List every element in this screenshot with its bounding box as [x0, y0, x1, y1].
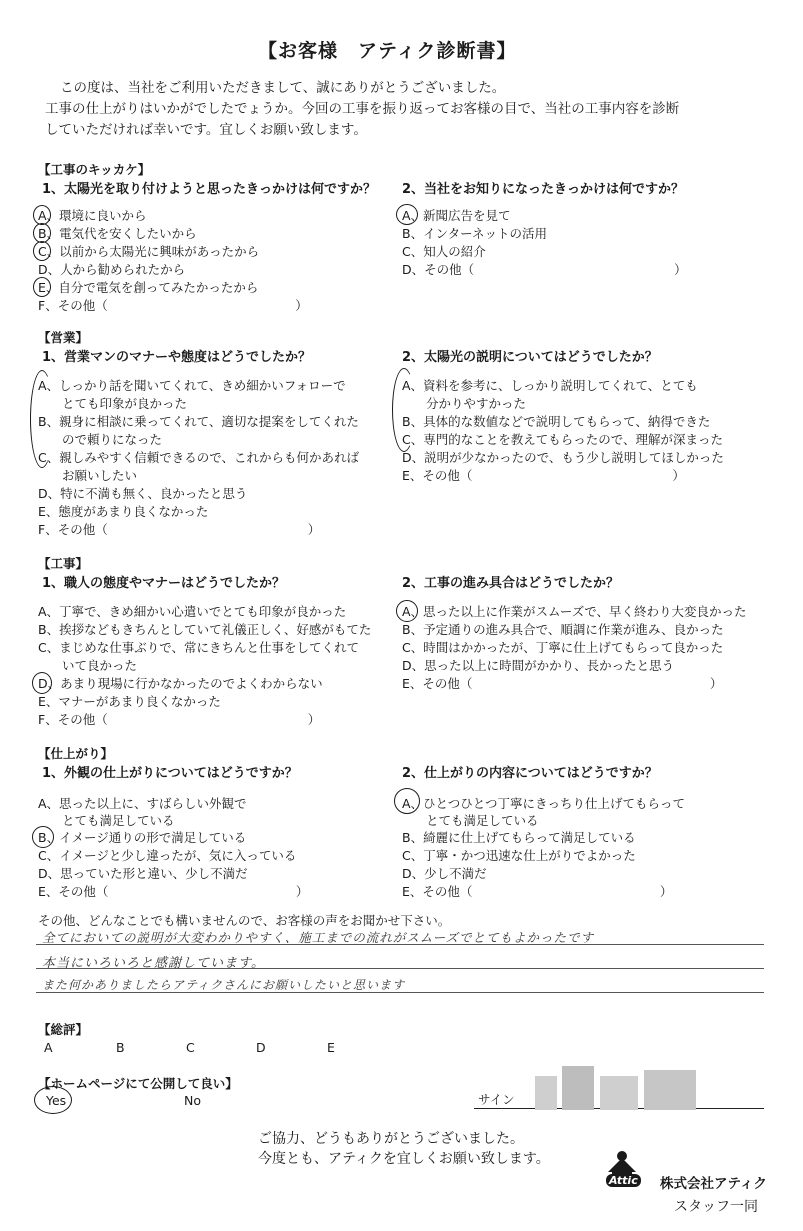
question-s4-q2: 2、仕上がりの内容についてはどうですか？ [402, 766, 658, 781]
signature-redaction [600, 1076, 638, 1110]
question-s1-q2: 2、当社をお知りになったきっかけは何ですか？ [402, 182, 685, 197]
section-header-eigyo: 【営業】 [38, 330, 89, 345]
intro-line: この度は、当社をご利用いただきまして、誠にありがとうございました。 [60, 80, 506, 96]
option: B、具体的な数値などで説明してもらって、納得できた [402, 414, 711, 429]
section-header-koji: 【工事】 [38, 556, 89, 571]
question-s3-q1: 1、職人の態度やマナーはどうでしたか？ [42, 576, 286, 591]
publish-header: 【ホームページにて公開して良い】 [38, 1076, 238, 1091]
circle-mark [33, 205, 51, 225]
company-logo [600, 1148, 660, 1190]
question-s2-q2: 2、太陽光の説明についてはどうでしたか？ [402, 350, 658, 365]
grade-e: E [327, 1040, 335, 1055]
bracket-mark [392, 368, 416, 452]
sign-label: サイン [478, 1092, 515, 1107]
option: D、説明が少なかったので、もう少し説明してほしかった [402, 450, 724, 465]
option: A、新聞広告を見て [402, 208, 511, 223]
option: D、少し不満だ [402, 866, 487, 881]
option: C、イメージと少し違ったが、気に入っている [38, 848, 297, 863]
signature-redaction [535, 1076, 557, 1110]
option: C、親しみやすく信頼できるので、これからも何かあれば [38, 450, 359, 465]
option: C、まじめな仕事ぶりで、常にきちんと仕事をしてくれて [38, 640, 359, 655]
option: E、態度があまり良くなかった [38, 504, 209, 519]
option: B、挨拶などもきちんとしていて礼儀正しく、好感がもてた [38, 622, 372, 637]
option: A、資料を参考に、しっかり説明してくれて、とても [402, 378, 698, 393]
question-s1-q1: 1、太陽光を取り付けようと思ったきっかけは何ですか？ [42, 182, 377, 197]
option: A、思った以上に、すばらしい外観で [38, 796, 247, 811]
option: D、特に不満も無く、良かったと思う [38, 486, 248, 501]
page-title: 【お客様 アティク診断書】 [258, 40, 517, 62]
option: D、人から勧められたから [38, 262, 186, 277]
option: B、電気代を安くしたいから [38, 226, 197, 241]
question-s3-q2: 2、工事の進み具合はどうでしたか？ [402, 576, 620, 591]
option: お願いしたい [62, 468, 138, 483]
intro-line: 工事の仕上がりはいかがでしたでょうか。今回の工事を振り返ってお客様の目で、当社の工事内容を診断 [45, 101, 680, 117]
option: E、その他（ ） [402, 468, 685, 483]
option: D、思った以上に時間がかかり、長かったと思う [402, 658, 675, 673]
option: いて良かった [62, 658, 138, 673]
question-s4-q1: 1、外観の仕上がりについてはどうですか？ [42, 766, 298, 781]
circle-mark [33, 241, 51, 261]
handwritten-comment: 本当にいろいろと感謝しています。 [42, 956, 265, 971]
option: A、しっかり話を聞いてくれて、きめ細かいフォローで [38, 378, 346, 393]
handwritten-comment: 全てにおいての説明が大変わかりやすく、施工までの流れがスムーズでとてもよかったです [42, 930, 595, 945]
circle-mark [34, 1086, 72, 1114]
option: とても満足している [62, 813, 175, 828]
staff-text: スタッフ一同 [674, 1199, 758, 1215]
signature-redaction [644, 1070, 696, 1110]
option: A、思った以上に作業がスムーズで、早く終わり大変良かった [402, 604, 747, 619]
closing-text: 今度とも、アティクを宜しくお願い致します。 [258, 1151, 550, 1167]
option: E、その他（ ） [402, 884, 673, 899]
option: A、環境に良いから [38, 208, 147, 223]
circle-mark [32, 672, 52, 694]
thanks-text: ご協力、どうもありがとうございました。 [258, 1131, 524, 1147]
option: E、その他（ ） [402, 676, 723, 691]
option: とても印象が良かった [62, 396, 188, 411]
option: C、知人の紹介 [402, 244, 486, 259]
section-header-shiagari: 【仕上がり】 [38, 746, 114, 761]
option: A、丁寧で、きめ細かい心遣いでとても印象が良かった [38, 604, 347, 619]
company-name: 株式会社アティク [660, 1176, 767, 1192]
option: B、予定通りの進み具合で、順調に作業が進み、良かった [402, 622, 724, 637]
option: C、専門的なことを教えてもらったので、理解が深まった [402, 432, 723, 447]
option: A、ひとつひとつ丁寧にきっちり仕上げてもらって [402, 796, 686, 811]
circle-mark [32, 826, 54, 848]
option: D、思っていた形と違い、少し不満だ [38, 866, 248, 881]
grade-a: A [44, 1040, 53, 1055]
section-header-kikkake: 【工事のキッカケ】 [38, 162, 151, 177]
option: とても満足している [426, 813, 539, 828]
bracket-mark [30, 370, 54, 468]
logo-text: Attic [606, 1174, 641, 1187]
publish-yes: Yes [46, 1093, 67, 1108]
handwritten-comment: また何かありましたらアティクさんにお願いしたいと思います [42, 978, 406, 992]
option: B、綺麗に仕上げてもらって満足している [402, 830, 636, 845]
option: E、自分で電気を創ってみたかったから [38, 280, 259, 295]
option: E、マナーがあまり良くなかった [38, 694, 221, 709]
grade-c: C [186, 1040, 195, 1055]
publish-no: No [184, 1093, 201, 1108]
signature-redaction [562, 1066, 594, 1110]
intro-line: していただければ幸いです。宜しくお願い致します。 [45, 122, 367, 138]
option: C、丁寧・かつ迅速な仕上がりでよかった [402, 848, 636, 863]
option: C、時間はかかったが、丁寧に仕上げてもらって良かった [402, 640, 724, 655]
option: C、以前から太陽光に興味があったから [38, 244, 260, 259]
option: F、その他（ ） [38, 522, 321, 537]
option: 分かりやすかった [426, 396, 527, 411]
comments-prompt: その他、どんなことでも構いませんので、お客様の声をお聞かせ下さい。 [38, 913, 451, 928]
option: E、その他（ ） [38, 884, 309, 899]
question-s2-q1: 1、営業マンのマナーや態度はどうでしたか？ [42, 350, 312, 365]
grade-d: D [256, 1040, 266, 1055]
circle-mark [396, 600, 418, 622]
grade-b: B [116, 1040, 125, 1055]
rating-header: 【総評】 [38, 1022, 89, 1037]
option: D、その他（ ） [402, 262, 687, 277]
circle-mark [33, 277, 51, 297]
option: D、あまり現場に行かなかったのでよくわからない [38, 676, 323, 691]
option: B、インターネットの活用 [402, 226, 547, 241]
option: ので頼りになった [62, 432, 163, 447]
option: F、その他（ ） [38, 712, 321, 727]
option: B、親身に相談に乗ってくれて、適切な提案をしてくれた [38, 414, 359, 429]
circle-mark [33, 223, 51, 243]
circle-mark [394, 788, 420, 814]
option: F、その他（ ） [38, 298, 308, 313]
circle-mark [396, 204, 418, 225]
option: B、イメージ通りの形で満足している [38, 830, 247, 845]
